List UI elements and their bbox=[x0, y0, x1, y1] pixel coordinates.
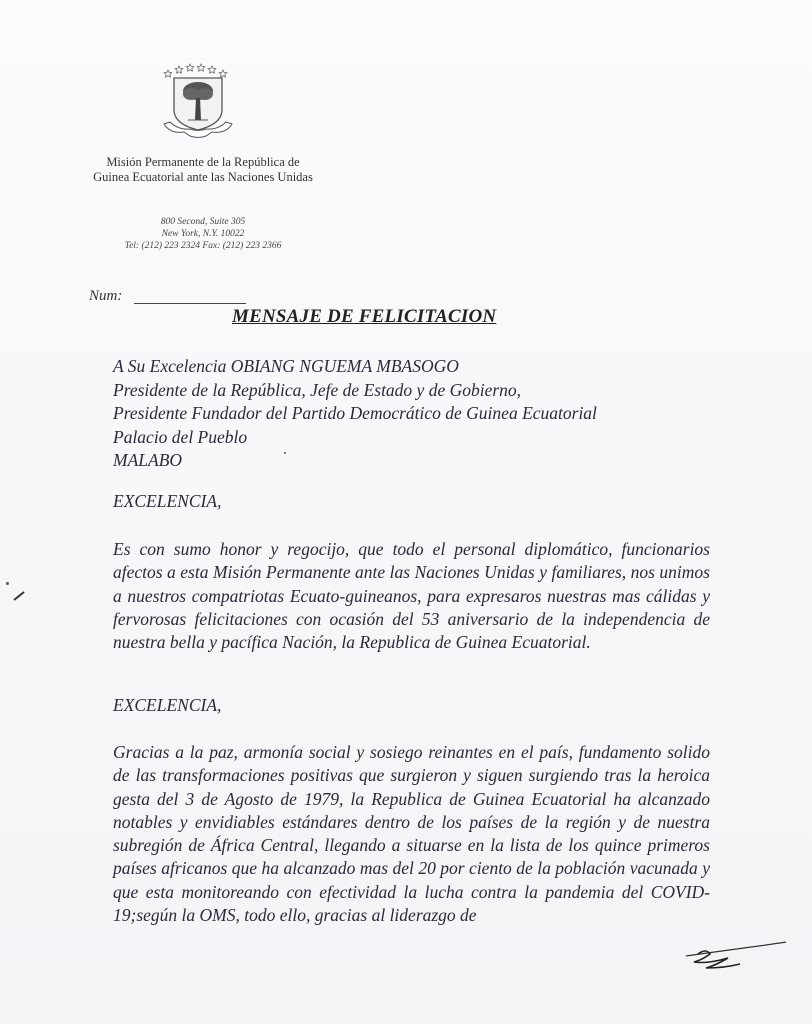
addressee-line: MALABO bbox=[113, 450, 183, 471]
body-paragraph: Es con sumo honor y regocijo, que todo el personal diplomático, funcionarios afectos a esta Misión Permanente ante las Naciones Unidas y familiares, nos unimos a nuestros compatriotas Ecuato-guineanos, para expresaros nuestras mas cálidas y fervorosas felicitaciones con ocasión del 53 aniversario de la independencia de nuestra bella y pacífica Nación, la Republica de Guinea Ecuatorial. bbox=[113, 539, 710, 653]
addressee-line: Palacio del Pueblo bbox=[113, 426, 248, 447]
mission-address bbox=[98, 216, 308, 252]
num-blank-line bbox=[134, 303, 246, 304]
num-label: Num: bbox=[89, 288, 123, 304]
letter-title: MENSAJE DE FELICITACION bbox=[232, 306, 497, 327]
addressee-line: A Su Excelencia OBIANG NGUEMA MBASOGO bbox=[113, 356, 459, 376]
scan-speck bbox=[6, 582, 9, 585]
addressee-block bbox=[113, 355, 597, 473]
salutation: EXCELENCIA, bbox=[113, 695, 222, 715]
scan-speck bbox=[284, 452, 286, 454]
phone-fax: Tel: (212) 223 2324 Fax: (212) 223 2366 bbox=[124, 241, 282, 251]
mission-name: Misión Permanente de la República de Guinea Ecuatorial ante las Naciones Unidas bbox=[93, 155, 313, 184]
salutation: EXCELENCIA, bbox=[113, 491, 222, 511]
addressee-line: Presidente Fundador del Partido Democrático de Guinea Ecuatorial bbox=[113, 403, 597, 424]
coat-of-arms-emblem bbox=[160, 58, 236, 140]
address-city: New York, N.Y. 10022 bbox=[161, 229, 245, 239]
handwritten-signature bbox=[684, 936, 788, 972]
body-paragraph: Gracias a la paz, armonía social y sosiego reinantes en el país, fundamento solido de las transformaciones positivas que surgieron y siguen surgiendo tras la heroica gesta del 3 de Agosto de 1979, la Republica de Guinea Ecuatorial ha alcanzado notables y envidiables estándares dentro de los países de la región y de nuestra subregión de África Central, llegando a situarse en la lista de los quince primeros países africanos que ha alcanzado mas del 20 por ciento de la población vacunada y que esta monitoreando con efectividad la lucha contra la pandemia del COVID-19;según la OMS, todo ello, gracias al liderazgo de bbox=[113, 742, 710, 926]
addressee-line: Presidente de la República, Jefe de Estado y de Gobierno, bbox=[113, 379, 522, 400]
margin-ink-mark bbox=[10, 586, 30, 606]
address-street: 800 Second, Suite 305 bbox=[160, 217, 246, 227]
